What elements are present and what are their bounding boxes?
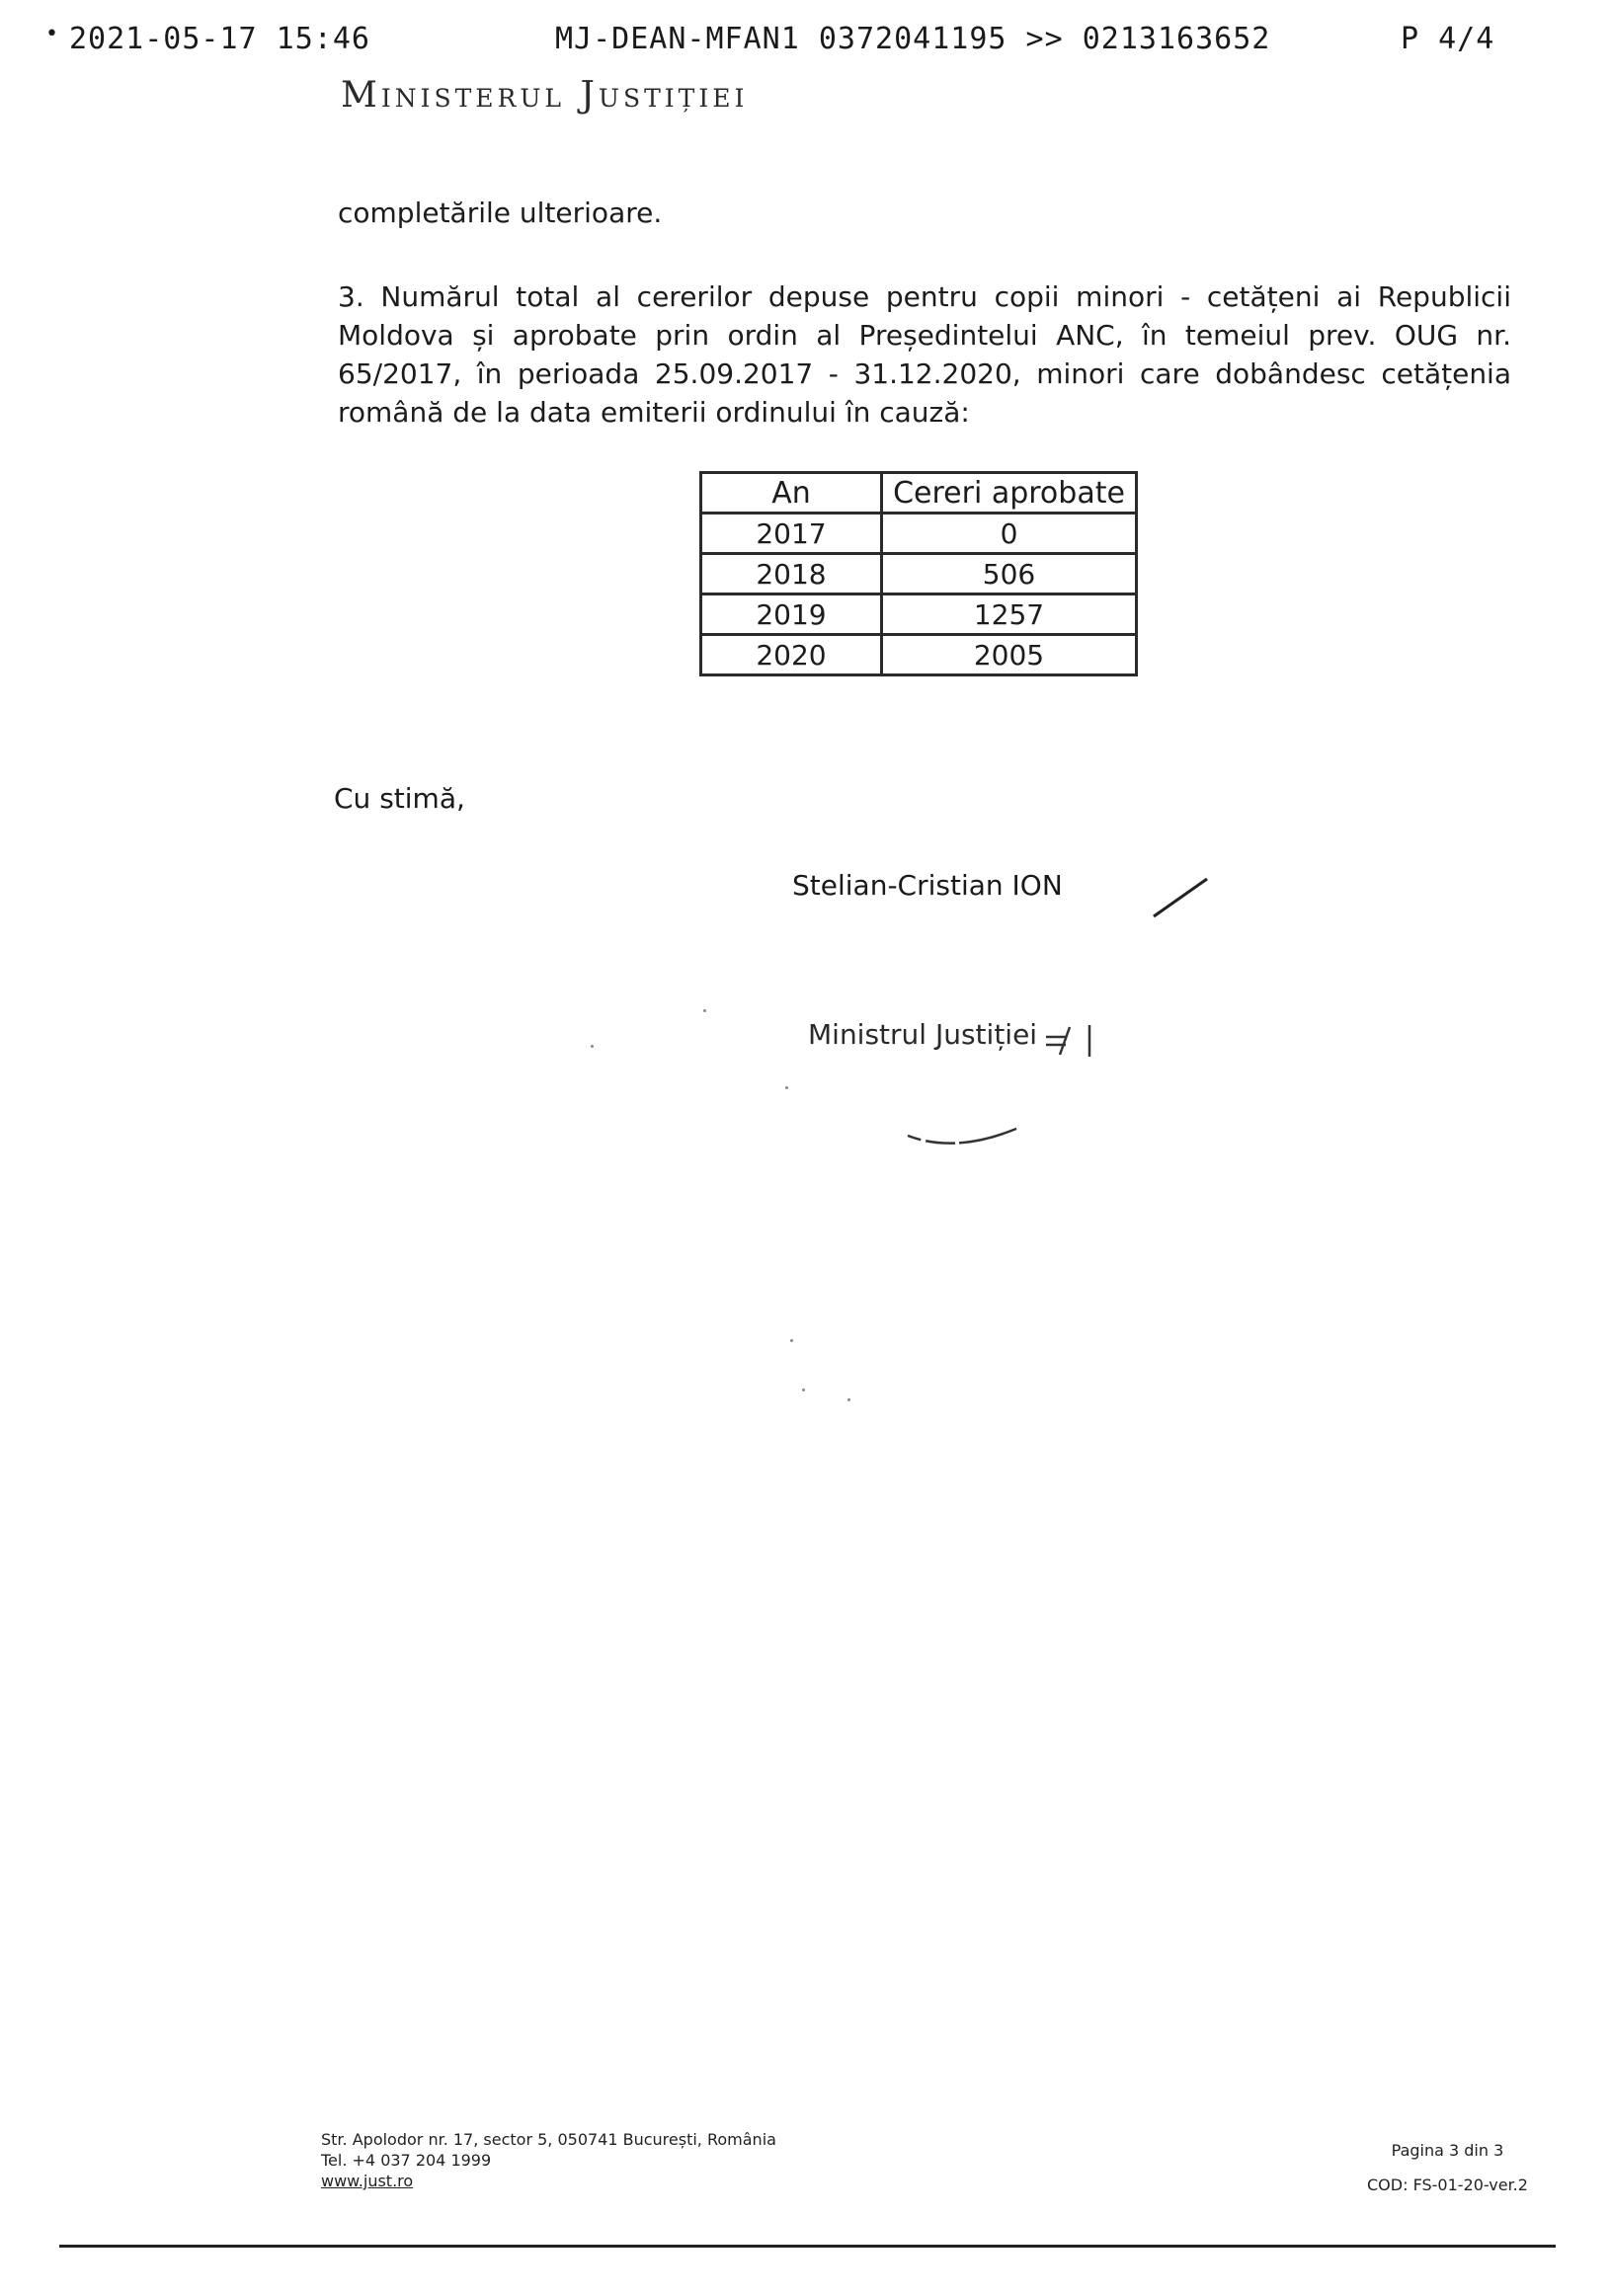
year-cell: 2017 [701,514,882,554]
fax-marker-dot: • [45,22,58,46]
footer-meta [1367,2133,1528,2202]
footer-website-link[interactable]: www.just.ro [321,2172,414,2190]
footer-divider [59,2245,1556,2248]
scan-speck [847,1398,850,1401]
ministry-letterhead: Ministerul Justiției [341,75,749,116]
initials-scribble-icon [904,1114,1032,1153]
year-cell: 2020 [701,635,882,675]
institution-stamp: Ministrul Justiției [808,1018,1038,1051]
footer-contact [321,2129,776,2191]
approved-count-cell: 2005 [882,635,1137,675]
scan-speck [591,1045,594,1048]
paragraph-3: 3. Numărul total al cererilor depuse pentru copii minori - cetățeni ai Republicii Moldova și aprobate prin ordin al Președintelui ANC, în temeiul prev. OUG nr. 65/2017, în perioada 25.09.2017 - 31.12.2020, minori care dobândesc cetățenia română de la data emiterii ordinului în cauză: [338,280,1511,429]
signature-stroke-icon [1146,869,1215,928]
footer-document-code: COD: FS-01-20-ver.2 [1367,2176,1528,2194]
year-cell: 2018 [701,554,882,594]
footer-address: Str. Apolodor nr. 17, sector 5, 050741 București, România [321,2130,776,2149]
table-row [701,554,1137,594]
scan-speck [802,1388,805,1391]
approved-count-cell: 1257 [882,594,1137,635]
footer-phone: Tel. +4 037 204 1999 [321,2151,492,2170]
continuation-text: completările ulterioare. [338,197,663,229]
table-row [701,514,1137,554]
scan-speck [790,1339,793,1342]
table-header-row [701,473,1137,514]
year-cell: 2019 [701,594,882,635]
signatory-name: Stelian-Cristian ION [792,869,1063,902]
column-header-year: An [701,473,882,514]
scan-speck [785,1086,788,1089]
table-row [701,635,1137,675]
footer-page-label: Pagina 3 din 3 [1391,2141,1504,2160]
stamp-mark-icon [1042,1017,1101,1062]
fax-route: MJ-DEAN-MFAN1 0372041195 >> 0213163652 [555,22,1271,56]
closing-salutation: Cu stimă, [334,782,465,815]
fax-datetime: 2021-05-17 15:46 [69,22,370,56]
approved-count-cell: 0 [882,514,1137,554]
column-header-approved: Cereri aprobate [882,473,1137,514]
approved-count-cell: 506 [882,554,1137,594]
fax-page-number: P 4/4 [1401,22,1495,56]
approved-requests-table [699,471,1138,676]
scan-speck [703,1009,706,1012]
table-row [701,594,1137,635]
